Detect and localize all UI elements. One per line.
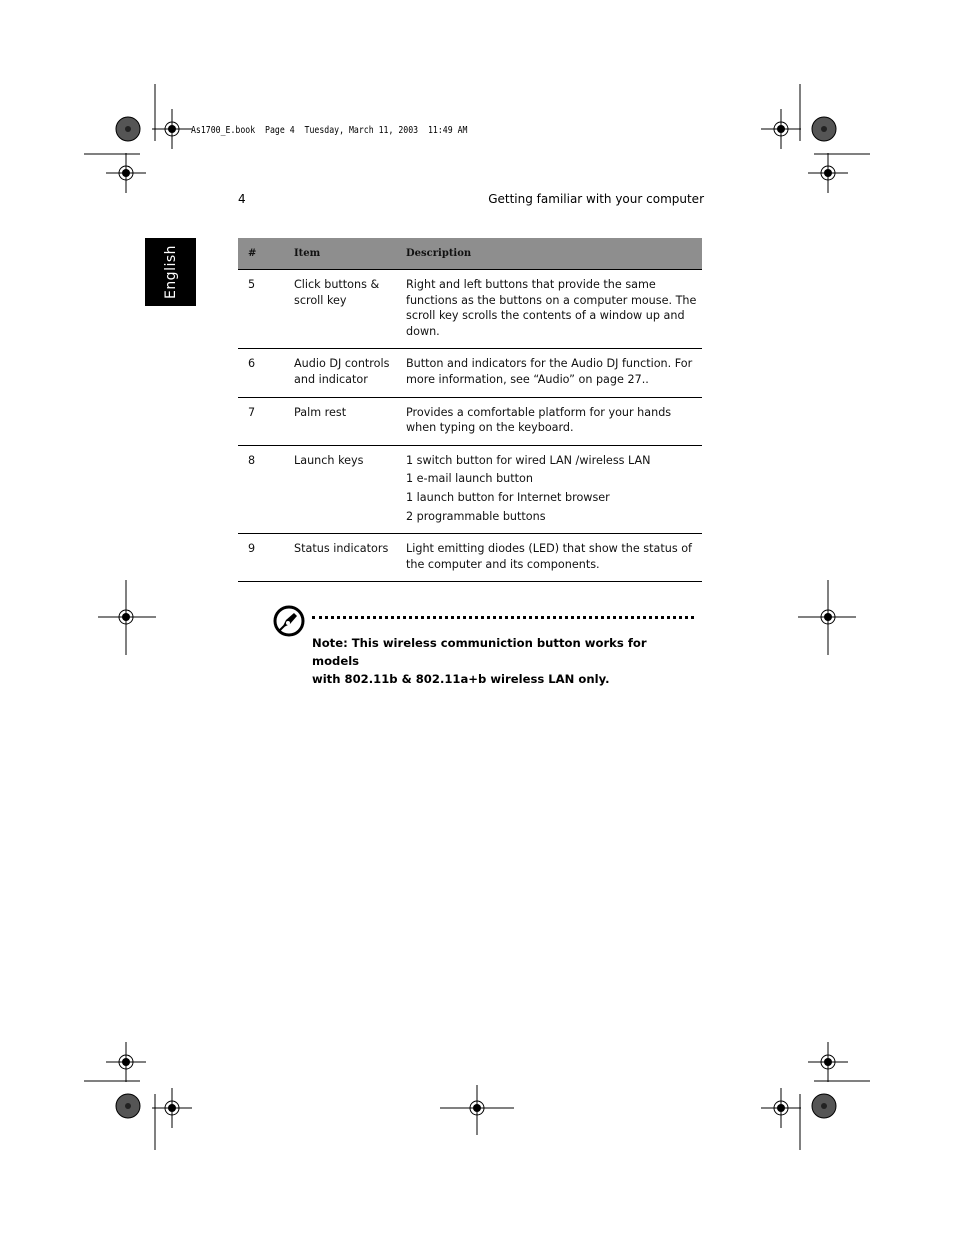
running-title: Getting familiar with your computer [488, 192, 704, 206]
description-line: Provides a comfortable platform for your hands when typing on the keyboard. [406, 405, 672, 435]
note-line-2: with 802.11b & 802.11a+b wireless LAN only. [312, 672, 610, 686]
note-text [312, 634, 692, 688]
row-number: 7 [238, 397, 284, 445]
language-label: English [162, 244, 179, 300]
row-number: 9 [238, 534, 284, 582]
row-item: Audio DJ controls and indicator [284, 349, 396, 397]
table-row [238, 397, 702, 445]
description-line: 1 switch button for wired LAN /wireless LAN [406, 453, 651, 467]
table-row [238, 445, 702, 533]
component-table [238, 238, 702, 582]
row-description [396, 270, 702, 349]
row-number: 8 [238, 445, 284, 533]
row-number: 6 [238, 349, 284, 397]
row-item: Click buttons & scroll key [284, 270, 396, 349]
row-description [396, 445, 702, 533]
row-description [396, 397, 702, 445]
print-slug-line: As1700_E.book Page 4 Tuesday, March 11, 2003 11:49 AM [191, 125, 468, 136]
row-item: Status indicators [284, 534, 396, 582]
page-number: 4 [238, 192, 246, 206]
column-header-description: Description [396, 238, 702, 270]
description-line: Right and left buttons that provide the same functions as the buttons on a computer mouse. The scroll key scrolls the contents of a window up and down. [406, 278, 697, 338]
row-description [396, 349, 702, 397]
description-line: 1 e-mail launch button [406, 472, 533, 486]
note-dotted-rule [312, 616, 694, 619]
description-line: 2 programmable buttons [406, 509, 546, 523]
description-line: 1 launch button for Internet browser [406, 490, 610, 504]
note-line-1: Note: This wireless communiction button works for models [312, 636, 647, 668]
table-row [238, 270, 702, 349]
row-description [396, 534, 702, 582]
row-item: Palm rest [284, 397, 396, 445]
table-header-row [238, 238, 702, 270]
description-line: Light emitting diodes (LED) that show the status of the computer and its components. [406, 542, 692, 571]
row-item: Launch keys [284, 445, 396, 533]
column-header-number: # [238, 238, 284, 270]
table-row [238, 534, 702, 582]
note-pen-icon [272, 604, 306, 638]
description-line: Button and indicators for the Audio DJ function. For more information, see “Audio” on page 27.. [406, 357, 693, 386]
row-number: 5 [238, 270, 284, 349]
table-row [238, 349, 702, 397]
column-header-item: Item [284, 238, 396, 270]
language-side-tab [145, 238, 196, 306]
